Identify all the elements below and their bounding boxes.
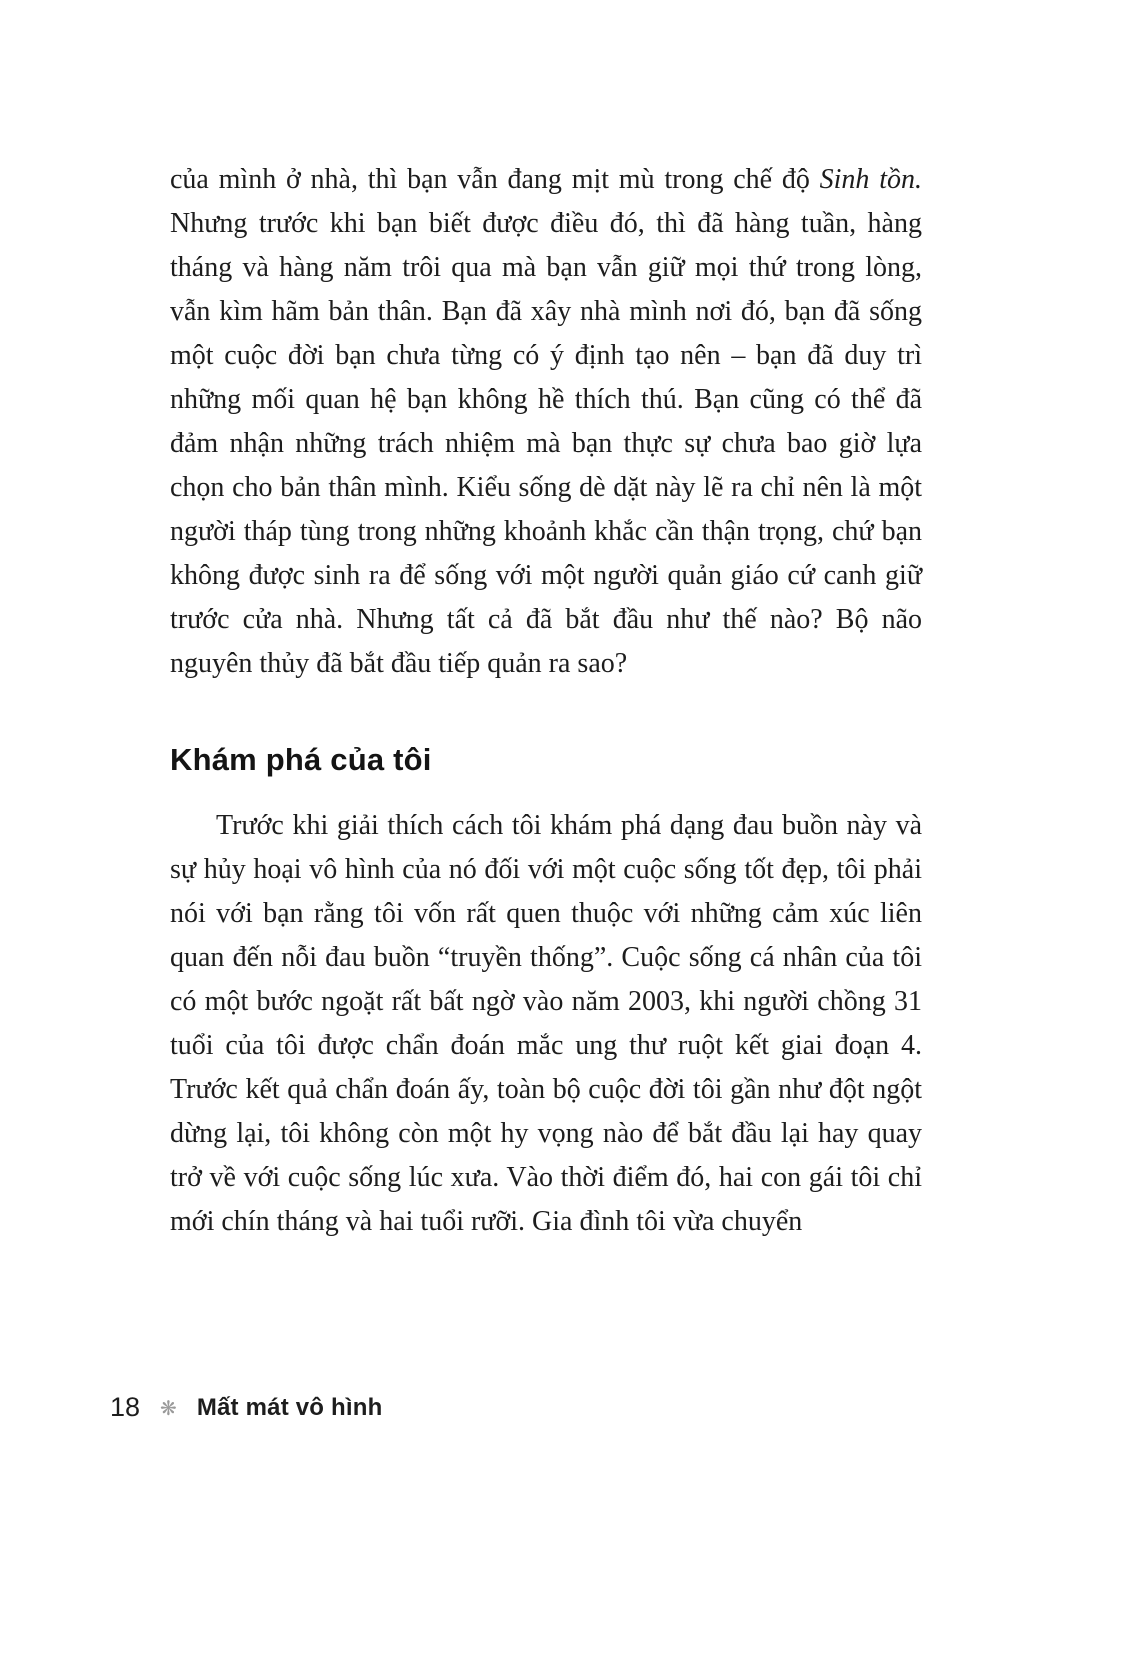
page-number: 18	[110, 1392, 141, 1422]
paragraph: Trước khi giải thích cách tôi khám phá dạng đau buồn này và sự hủy hoại vô hình của nó đối với một cuộc sống tốt đẹp, tôi phải nói với bạn rằng tôi vốn rất quen thuộc với những cảm xúc liên quan đến nỗi đau buồn “truyền thống”. Cuộc sống cá nhân của tôi có một bước ngoặt rất bất ngờ vào năm 2003, khi người chồng 31 tuổi của tôi được chẩn đoán mắc ung thư ruột kết giai đoạn 4. Trước kết quả chẩn đoán ấy, toàn bộ cuộc đời tôi gần như đột ngột dừng lại, tôi không còn một hy vọng nào để bắt đầu lại hay quay trở về với cuộc sống lúc xưa. Vào thời điểm đó, hai con gái tôi chỉ mới chín tháng và hai tuổi rưỡi. Gia đình tôi vừa chuyển	[170, 810, 922, 1237]
book-title: Mất mát vô hình	[196, 1393, 383, 1421]
paragraph-text: của mình ở nhà, thì bạn vẫn đang mịt mù trong chế độ	[170, 164, 820, 195]
page-content	[170, 158, 922, 1244]
flower-icon: ❋	[160, 1395, 177, 1420]
page-footer	[110, 1392, 382, 1423]
paragraph-text: Nhưng trước khi bạn biết được điều đó, thì đã hàng tuần, hàng tháng và hàng năm trôi qua mà bạn vẫn giữ mọi thứ trong lòng, vẫn kìm hãm bản thân. Bạn đã xây nhà mình nơi đó, bạn đã sống một cuộc đời bạn chưa từng có ý định tạo nên – bạn đã duy trì những mối quan hệ bạn không hề thích thú. Bạn cũng có thể đã đảm nhận những trách nhiệm mà bạn thực sự chưa bao giờ lựa chọn cho bản thân mình. Kiểu sống dè dặt này lẽ ra chỉ nên là một người tháp tùng trong những khoảnh khắc cần thận trọng, chứ bạn không được sinh ra để sống với một người quản giáo cứ canh giữ trước cửa nhà. Nhưng tất cả đã bắt đầu như thế nào? Bộ não nguyên thủy đã bắt đầu tiếp quản ra sao?	[170, 208, 922, 679]
section-heading: Khám phá của tôi	[170, 742, 432, 777]
italic-phrase: Sinh tồn.	[819, 164, 922, 195]
paragraph-continuation	[170, 158, 922, 686]
